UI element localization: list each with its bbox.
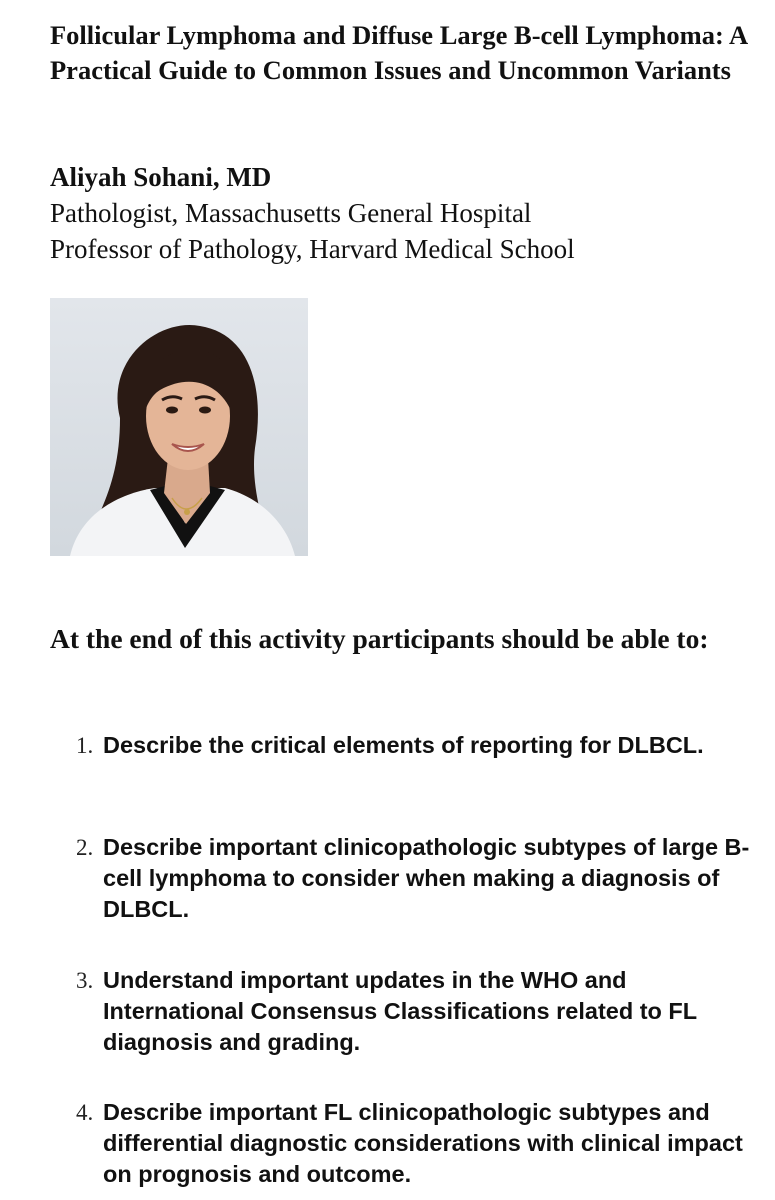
objective-text: Describe the critical elements of reporting for DLBCL. — [103, 732, 704, 758]
speaker-affiliation-1: Pathologist, Massachusetts General Hospital — [50, 198, 532, 228]
objective-text: Describe important FL clinicopathologic subtypes and differential diagnostic considerations with clinical impact on prognosis and outcome. — [103, 1099, 743, 1187]
speaker-affiliation-2: Professor of Pathology, Harvard Medical School — [50, 234, 575, 264]
objective-number: 4. — [76, 1100, 94, 1125]
objective-number: 3. — [76, 968, 94, 993]
objective-number: 2. — [76, 835, 94, 860]
speaker-photo — [50, 298, 308, 556]
objective-text: Understand important updates in the WHO and International Consensus Classifications related to FL diagnosis and grading. — [103, 967, 697, 1055]
objective-text: Describe important clinicopathologic subtypes of large B-cell lymphoma to consider when making a diagnosis of DLBCL. — [103, 834, 750, 922]
document-title: Follicular Lymphoma and Diffuse Large B-cell Lymphoma: A Practical Guide to Common Issues and Uncommon Variants — [50, 20, 747, 85]
objectives-heading: At the end of this activity participants should be able to: — [50, 623, 709, 654]
objective-number: 1. — [76, 733, 94, 758]
speaker-name: Aliyah Sohani, MD — [50, 162, 272, 192]
